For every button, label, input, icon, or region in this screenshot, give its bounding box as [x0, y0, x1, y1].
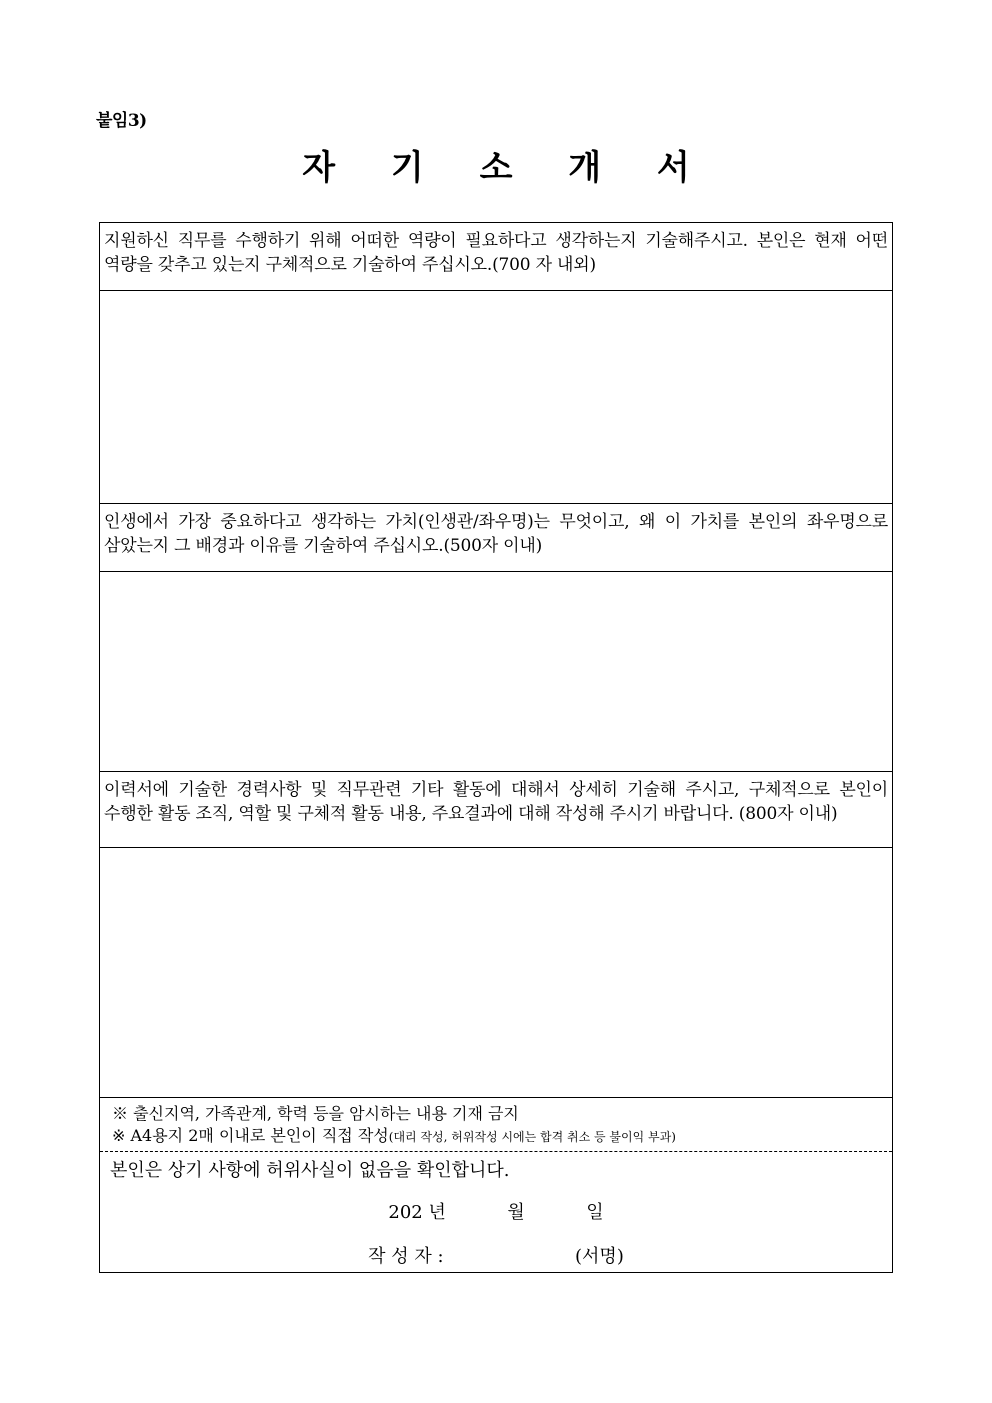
notes-section — [100, 1098, 892, 1152]
signature-label[interactable]: (서명) — [575, 1246, 624, 1267]
question-1: 지원하신 직무를 수행하기 위해 어떠한 역량이 필요하다고 생각하는지 기술해주시고. 본인은 현재 어떤 역량을 갖추고 있는지 구체적으로 기술하여 주십시오.(700 자 내외) — [100, 223, 892, 291]
date-line — [100, 1198, 892, 1224]
date-month[interactable]: 월 — [507, 1202, 525, 1223]
self-introduction-form — [99, 222, 893, 1273]
answer-1-area[interactable] — [100, 291, 892, 504]
note-2-main: ※ A4용지 2매 이내로 본인이 직접 작성 — [112, 1126, 389, 1145]
note-1: ※ 출신지역, 가족관계, 학력 등을 암시하는 내용 기재 금지 — [112, 1104, 519, 1123]
writer-label: 작 성 자 : — [368, 1246, 444, 1267]
signature-line — [100, 1242, 892, 1268]
note-2 — [112, 1125, 892, 1148]
note-2-small: (대리 작성, 허위작성 시에는 합격 취소 등 불이익 부과) — [388, 1130, 676, 1144]
answer-3-field[interactable] — [100, 848, 892, 1097]
confirmation-statement: 본인은 상기 사항에 허위사실이 없음을 확인합니다. — [110, 1160, 510, 1181]
date-year[interactable]: 202 년 — [388, 1202, 446, 1223]
answer-1-field[interactable] — [100, 291, 892, 503]
confirmation-section — [100, 1152, 892, 1272]
date-day[interactable]: 일 — [586, 1202, 604, 1223]
document-title: 자 기 소 개 서 — [302, 148, 712, 188]
question-2: 인생에서 가장 중요하다고 생각하는 가치(인생관/좌우명)는 무엇이고, 왜 이 가치를 본인의 좌우명으로 삼았는지 그 배경과 이유를 기술하여 주십시오.(500자 이내) — [100, 504, 892, 572]
answer-3-area[interactable] — [100, 848, 892, 1098]
attachment-label: 붙임3) — [96, 111, 147, 131]
answer-2-area[interactable] — [100, 572, 892, 772]
answer-2-field[interactable] — [100, 572, 892, 771]
question-3: 이력서에 기술한 경력사항 및 직무관련 기타 활동에 대해서 상세히 기술해 주시고, 구체적으로 본인이 수행한 활동 조직, 역할 및 구체적 활동 내용, 주요결과에 대해 작성해 주시기 바랍니다. (800자 이내) — [100, 772, 892, 848]
